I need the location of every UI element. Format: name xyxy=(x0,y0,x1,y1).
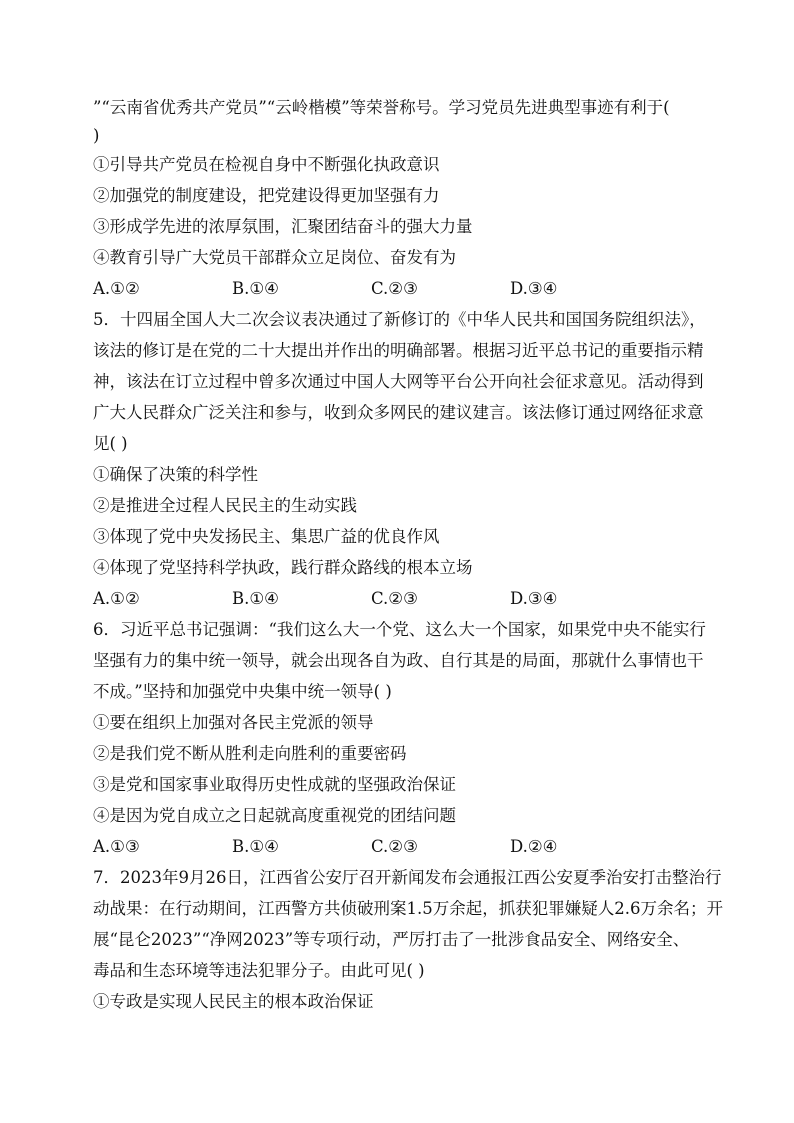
question-stem-line: 6．习近平总书记强调：“我们这么大一个党、这么大一个国家，如果党中央不能实行 xyxy=(93,620,706,639)
choice-d: D.③④ xyxy=(510,589,558,608)
question-stem-line: 5．十四届全国人大二次会议表决通过了新修订的《中华人民共和国国务院组织法》， xyxy=(93,310,706,329)
choice-d: D.③④ xyxy=(510,279,558,298)
option-item: ④是因为党自成立之日起就高度重视党的团结问题 xyxy=(93,806,456,825)
answer-choices xyxy=(93,273,713,304)
choice-d: D.②④ xyxy=(510,837,558,856)
choice-c: C.②③ xyxy=(371,837,418,856)
choice-b: B.①④ xyxy=(232,589,279,608)
question-stem-line: 动战果：在行动期间，江西警方共侦破刑案1.5万余起，抓获犯罪嫌疑人2.6万余名；开 xyxy=(93,899,723,918)
option-item: ③是党和国家事业取得历史性成就的坚强政治保证 xyxy=(93,775,456,794)
option-item: ③形成学先进的浓厚氛围，汇聚团结奋斗的强大力量 xyxy=(93,217,473,236)
option-item: ①专政是实现人民民主的根本政治保证 xyxy=(93,992,374,1011)
question-stem-line: 展“昆仑2023”“净网2023”等专项行动，严厉打击了一批涉食品安全、网络安全、 xyxy=(93,930,690,949)
choice-a: A.①③ xyxy=(93,837,140,856)
question-stem-line: ”“云南省优秀共产党员”“云岭楷模”等荣誉称号。学习党员先进典型事迹有利于( xyxy=(93,98,670,117)
option-item: ③体现了党中央发扬民主、集思广益的优良作风 xyxy=(93,527,440,546)
question-stem-line: 坚强有力的集中统一领导，就会出现各自为政、自行其是的局面，那就什么事情也干 xyxy=(93,651,704,670)
exam-page xyxy=(93,92,723,1017)
option-item: ①引导共产党员在检视自身中不断强化执政意识 xyxy=(93,155,440,174)
option-item: ②是我们党不断从胜利走向胜利的重要密码 xyxy=(93,744,407,763)
option-item: ④体现了党坚持科学执政，践行群众路线的根本立场 xyxy=(93,558,473,577)
question-5 xyxy=(93,304,713,614)
question-stem-line: 见( ) xyxy=(93,434,128,453)
answer-choices xyxy=(93,583,713,614)
question-stem-line: 不成。”坚持和加强党中央集中统一领导( ) xyxy=(93,682,392,701)
choice-b: B.①④ xyxy=(232,279,279,298)
question-stem-line: 7．2023年9月26日，江西省公安厅召开新闻发布会通报江西公安夏季治安打击整治行 xyxy=(93,868,722,887)
option-item: ②加强党的制度建设，把党建设得更加坚强有力 xyxy=(93,186,440,205)
option-item: ②是推进全过程人民民主的生动实践 xyxy=(93,496,357,515)
question-stem-line: 神，该法在订立过程中曾多次通过中国人大网等平台公开向社会征求意见。活动得到 xyxy=(93,372,704,391)
choice-a: A.①② xyxy=(93,279,140,298)
question-stem-line: 该法的修订是在党的二十大提出并作出的明确部署。根据习近平总书记的重要指示精 xyxy=(93,341,704,360)
option-item: ④教育引导广大党员干部群众立足岗位、奋发有为 xyxy=(93,248,456,267)
choice-c: C.②③ xyxy=(371,279,418,298)
question-4 xyxy=(93,92,713,304)
option-item: ①要在组织上加强对各民主党派的领导 xyxy=(93,713,374,732)
question-stem-line: ) xyxy=(93,126,100,145)
choice-b: B.①④ xyxy=(232,837,279,856)
question-7 xyxy=(93,862,723,1017)
choice-c: C.②③ xyxy=(371,589,418,608)
answer-choices xyxy=(93,831,713,862)
question-stem-line: 广大人民群众广泛关注和参与，收到众多网民的建议建言。该法修订通过网络征求意 xyxy=(93,403,704,422)
question-6 xyxy=(93,614,713,862)
question-stem-line: 毒品和生态环境等违法犯罪分子。由此可见( ) xyxy=(93,961,425,980)
option-item: ①确保了决策的科学性 xyxy=(93,465,258,484)
choice-a: A.①② xyxy=(93,589,140,608)
